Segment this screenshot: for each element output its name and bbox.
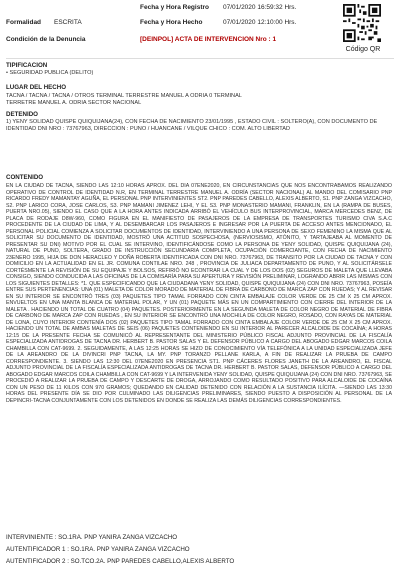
lugar-line-1: TACNA / TACNA / TACNA / OTROS TERMINAL TERRESTRE MANUEL A ODRIA 0 TERMINAL: [6, 93, 242, 99]
qr-code-icon: [343, 4, 381, 42]
qr-caption: Código QR: [345, 46, 381, 53]
condicion-label: Condición de la Denuncia: [6, 36, 86, 43]
fecha-hecho-label: Fecha y Hora Hecho: [140, 19, 203, 26]
autentificador-1-line: AUTENTIFICADOR 1 : SO.1RA. PNP YANIRA ZANGA VIZCACHO: [6, 546, 190, 553]
fecha-registro-value: 07/01/2020 16:59:32 Hrs.: [223, 4, 297, 11]
condicion-value: [DEINPOL] ACTA DE INTERVENCION Nro : 1: [140, 36, 277, 43]
lugar-line-2: TERRETRE MANUEL A. ODRIA SECTOR NACIONAL: [6, 100, 142, 106]
contenido-title: CONTENIDO: [6, 174, 44, 181]
autentificador-2-line: AUTENTIFICADOR 2 : SO.TCO.2A. PNP PAREDES CABELLO,ALEXIS ALBERTO: [6, 558, 235, 565]
document-header: [0, 0, 400, 70]
fecha-registro-label: Fecha y Hora Registro: [140, 4, 209, 11]
header-divider: [6, 58, 394, 59]
interviniente-line: INTERVINIENTE : SO.1RA. PNP YANIRA ZANGA VIZCACHO: [6, 534, 178, 541]
tipificacion-title: TIPIFICACION: [6, 62, 48, 69]
formalidad-value: ESCRITA: [54, 19, 82, 26]
tipificacion-item: • SEGURIDAD PUBLICA (DELITO): [6, 70, 94, 76]
lugar-title: LUGAR DEL HECHO: [6, 84, 67, 91]
detenido-title: DETENIDO: [6, 111, 38, 118]
detenido-text: 1) YENY SOLIDAD QUISPE QUIQUIJANA(24), CON FECHA DE NACIMIENTO 23/01/1995 , ESTADO CIVIL : SOLTERO(A), CON DOCUMENTO DE IDENTIDAD DNI NRO : 73767963, DIRECCION : PUNO / HUANCANE / VILQUE CHICO : COM. ALTO LIBERTAD: [6, 119, 378, 132]
contenido-body: EN LA CIUDAD DE TACNA, SIENDO LAS 12:10 HORAS APROX. DEL DÍA 07ENE2020, EN CIRCUNSTANCIAS QUE NOS ENCONTRÁBAMOS REALIZANDO OPERATIVO DE CONTROL DE IDENTIDAD N.R, EN TERMINAL TERRESTRE MANUEL A. ODRÍA (SECTOR NACIONAL) AL MANDO DEL COMISARIO PNP RICARDO FREDY MAMANTAY AGUÑA, EL PERSONAL PNP INTERVINIENTES ST2. PNP PAREDES CABELLO, ALEXIS ALBERTO, S1. PNP ZANGA VIZCACHO, S2. PNP LARICO CORA, JOSE CARLOS, S3. PNP MAMANI JIMENEZ LEHI, Y EL S3. PNP MONASTERIO MAMANI, FRANKLIN, EN LA (RAMPA DE BUSES, PUERTA NRO.05), SIENDO EL CASO QUE A LA HORA ANTES INDICADA ARRIBÓ EL VEHÍCULO BUS INTERPROVINCIAL, MARCA MERCEDES BENZ, DE PLACA DE RODAJE D8W-960, COMO FIGURA EN EL MANIFIESTO DE PASAJEROS DE LA EMPRESA DE TRANSPORTES TURISMO CIVA S.A.C PROCEDENTE DE LA CIUDAD DE LIMA, Y AL DESEMBARCAR LOS PASAJEROS E INGRESAR POR LA PUERTA DE ACCESO ANTES MENCIONADO, EL PERSONAL POLICIAL COMIENZA A SOLICITAR DOCUMENTOS DE IDENTIDAD, INTERVINIENDO A UNA PERSONA DE SEXO FEMENINO LA MISMA QUE AL SOLICITAR SU DOCUMENTO DE IDENTIDAD, MOSTRÓ UNA ACTITUD SOSPECHOSA, (NERVIOSISMO, ATÓNITO, Y TARTAJEABA AL MOMENTO DE PRESENTAR SU DNI) MOTIVO POR EL CUAL SE INTERVINO, IDENTIFICÁNDOSE COMO LA PERSONA DE YENY SOLIDAD, QUISPE QUIQUIJANA (24), NATURAL DE PUNO, SOLTERA, GRADO DE INSTRUCCIÓN SECUNDARIA COMPLETA, OCUPACIÓN COMERCIANTE, CON FECHA DE NACIMIENTO 23ENERO 1995, HIJA DE DON HERACLEO Y DOÑA ROBERTA IDENTIFICADA CON DNI NRO. 73767963, DE TRANSITO POR LA CIUDAD DE TACNA Y CON DOMICILIO EN LA ACTUALIDAD EN EL JR. COMUNA CONTILAE NRO. 248 , PROVINCIA DE JULIACA DEPARTAMENTO DE PUNO, Y AL SOLICITÁRSELE CORTÉSMENTE LA REVISIÓN DE SU EQUIPAJE Y BOLSOS, REFIRIÓ NO ECONTRAR LA CUAL Y DE LOS DOS (02) SEGUROS DE MALETA QUE LLEVABA CONSIGO, SIENDO CONDUCIDA A LAS OFICINAS DE LA COMISARÍA PARA SU APERTURA Y REVISIÓN PRELIMINAR, LOGRANDO ABRIR LAS MISMAS CON LOS SIGUIENTES DETALLES: *1. QUE ESPECIFICANDO QUE LA CIUDADANA YENY SOLIDAD, QUISPE QUIQUIJANA (24) CON DNI NRO. 73767963, POSEÍA ENTRE SUS PERTENENCIAS: UNA (01) MALETA DE COLOR MORADO DE MATERIAL DE FIBRA DE CARBONO DE MARCA ZAP CON RUEDAS; Y AL REVISAR EN SU INTERIOR SE ENCONTRÓ TRES (03) PAQUETES TIPO TAMAL FORRADO CON CINTA EMBALAJE COLOR VERDE DE 25 CM X 25 CM APROX. ENVUELTOS EN UNA MANTA BLANCA DE MATERIAL POLAR, Y UN (01) PAQUETE MÁS EN UN COMPARTIMIENTO CON CIERRE DEL INTERIOR DE LA MALETA . HACIENDO UN TOTAL DE CUATRO (04) PAQUETES. POSTERIORMENTE EN LA SEGUNDA MALETA DE COLOR NEGRO DE MATERIAL DE FIBRA DE CARBONO DE MARCA ZAP CON RUEDAS , EN SU INTERIOR SE ENCONTRÓ UNA MOCHILA DE COLOR NEGRO, ROSADO, CON RAYAS DE MATERIAL DE LONA, CUYO INTERIOR CONTENÍA DOS (02) PAQUETES TIPO TAMAL FORRADO CON CINTA EMBALAJE COLOR VERDE DE 25 CM X 25 CM APROX. HACIENDO UN TOTAL DE AMBAS MALETAS DE SEIS (06) PAQUETES CONTENIENDO EN SU INTERIOR AL PARECER ALCALOIDE DE COCAÍNA; A HORAS 12:15 DE LA PRESENTE FECHA SE COMUNICÓ AL REPRESENTANTE DEL MINISTERIO PÚBLICO FISCAL ADJUNTO PROVINCIAL DE LA FISCALÍA ESPECIALIZADA ANTIDROGAS DE TACNA DR. HERBERT B. PASTOR SALAS Y EL DEFENSOR PÚBLICO A CARGO DEL ABOGADO EDGAR MARCOS COILA CHAMBILLA CON CAT-9699. 2. SEGUIDAMENTE, A LAS 12:25 HORAS SE HIZO DE CONOCIMIENTO VÍA TELEFÓNICA A LA UNIDAD ESPECIALIZADA JEFE DE LA AREANDRO DE LA DIVINCRI PNP TACNA, LA MY. PNP TORANZO PELLANE KARLA, A FIN DE REALIZAR LA PRUEBA DE CAMPO CORRESPONDIENTE. 3. SIENDO LAS 12:30 DEL 07ENE2020 EN PRESENCIA ST1. PNP CÁCERES FLORES JANETH DE LA AREANDRO, EL FISCAL ADJUNTO PROVINCIAL DE LA FISCALÍA ESPECIALIZADA ANTIDROGAS DE TACNA DR. HERBERT B. PASTOR SALAS, DEFENSOR PÚBLICO A CARGO DEL ABOGADO EDGAR MARCOS COILA CHAMBILLA CON CAT-9699 Y LA INTERVENIDA YENY SOLIDAD, QUISPE QUIQUIJANA (24) CON DNI NRO. 73767963, SE PROCEDIÓ A REALIZAR LA PRUEBA DE CAMPO Y DESCARTE DE DROGA, ARROJANDO COMO RESULTADO POSITIVO PARA ALCALOIDE DE COCAÍNA CON UN PESO DE 11 KILOS CON 970 GRAMOS; QUEDANDO EN CALIDAD DETENIDO CON RELACIÓN A LA SUSTANCIA ILÍCITA. —SIENDO LAS 13:30 HORAS DEL PRESENTE DÍA SE DIO POR CULMINADO LAS DILIGENCIAS PRELIMINARES, SIENDO PUESTO A DISPOSICIÓN AL PERSONAL DE LA DEPINCRI-TACNA CONJUNTAMENTE CON LOS DETENIDOS EN DONDE SE REALIZA LAS DEMÁS DILIGENCIAS CORRESPONDIENTES.: [6, 183, 392, 404]
formalidad-label: Formalidad: [6, 19, 42, 26]
fecha-hecho-value: 07/01/2020 12:10:00 Hrs.: [223, 19, 297, 26]
